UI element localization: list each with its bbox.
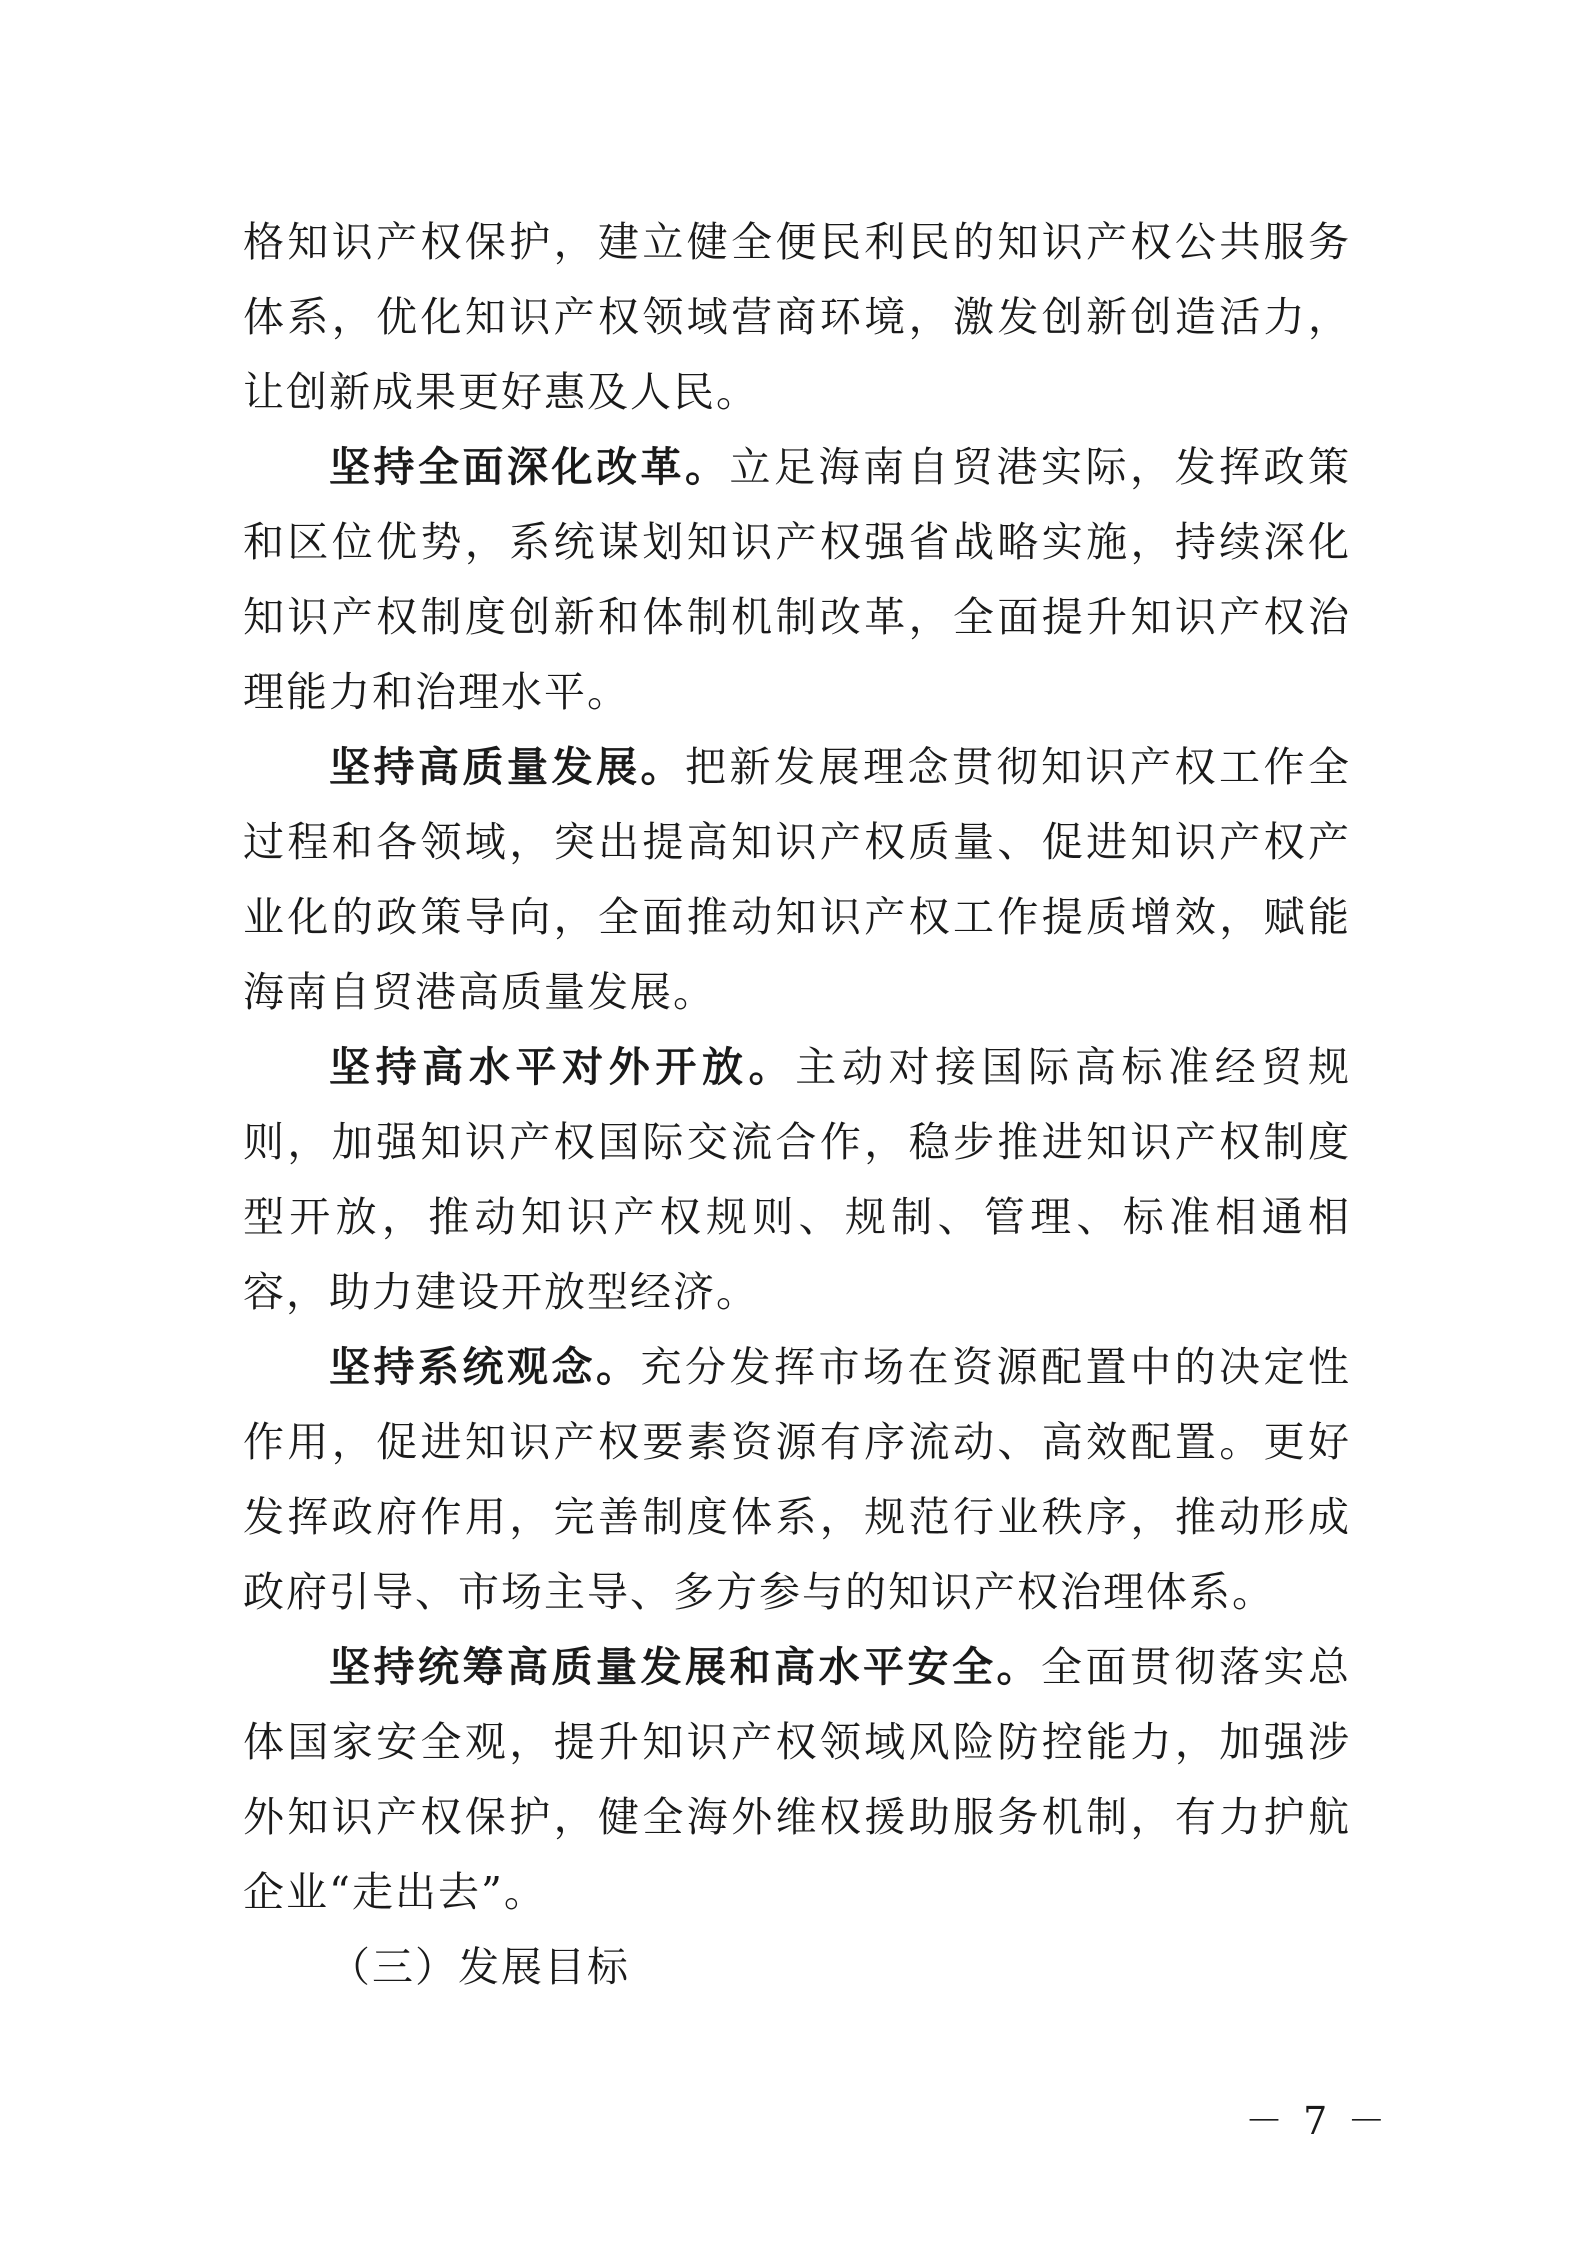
- section-heading: （三）发展目标: [329, 1943, 630, 1991]
- paragraph-text: 充分发挥市场在资源配置中的决定性作用，促进知识产权要素资源有序流动、高效配置。更好发挥政府作用，完善制度体系，规范行业秩序，推动形成政府引导、市场主导、多方参与的知识产权治理体系。: [243, 1343, 1351, 1616]
- paragraph-continuation: [243, 205, 1351, 430]
- paragraph-security: [243, 1630, 1351, 1930]
- paragraph-text: 把新发展理念贯彻知识产权工作全过程和各领域，突出提高知识产权质量、促进知识产权产业化的政策导向，全面推动知识产权工作提质增效，赋能海南自贸港高质量发展。: [243, 743, 1351, 1016]
- paragraph-text: 主动对接国际高标准经贸规则，加强知识产权国际交流合作，稳步推进知识产权制度型开放，推动知识产权规则、规制、管理、标准相通相容，助力建设开放型经济。: [243, 1043, 1352, 1316]
- paragraph-text: 格知识产权保护，建立健全便民利民的知识产权公共服务体系，优化知识产权领域营商环境，激发创新创造活力，让创新成果更好惠及人民。: [243, 218, 1351, 416]
- paragraph-lead: 坚持高质量发展。: [329, 743, 685, 791]
- paragraph-systems-view: [243, 1330, 1351, 1630]
- paragraph-opening-up: [243, 1030, 1351, 1330]
- paragraph-text: 立足海南自贸港实际，发挥政策和区位优势，系统谋划知识产权强省战略实施，持续深化知识产权制度创新和体制机制改革，全面提升知识产权治理能力和治理水平。: [243, 443, 1351, 716]
- page-number: － 7 －: [1245, 2099, 1390, 2143]
- paragraph-lead: 坚持统筹高质量发展和高水平安全。: [329, 1643, 1041, 1691]
- document-body: [243, 205, 1351, 2005]
- paragraph-high-quality: [243, 730, 1351, 1030]
- paragraph-deepen-reform: [243, 430, 1351, 730]
- paragraph-lead: 坚持系统观念。: [329, 1343, 641, 1391]
- paragraph-lead: 坚持高水平对外开放。: [329, 1043, 796, 1091]
- paragraph-text: 全面贯彻落实总体国家安全观，提升知识产权领域风险防控能力，加强涉外知识产权保护，健全海外维权援助服务机制，有力护航企业“走出去”。: [243, 1643, 1351, 1916]
- paragraph-lead: 坚持全面深化改革。: [329, 443, 730, 491]
